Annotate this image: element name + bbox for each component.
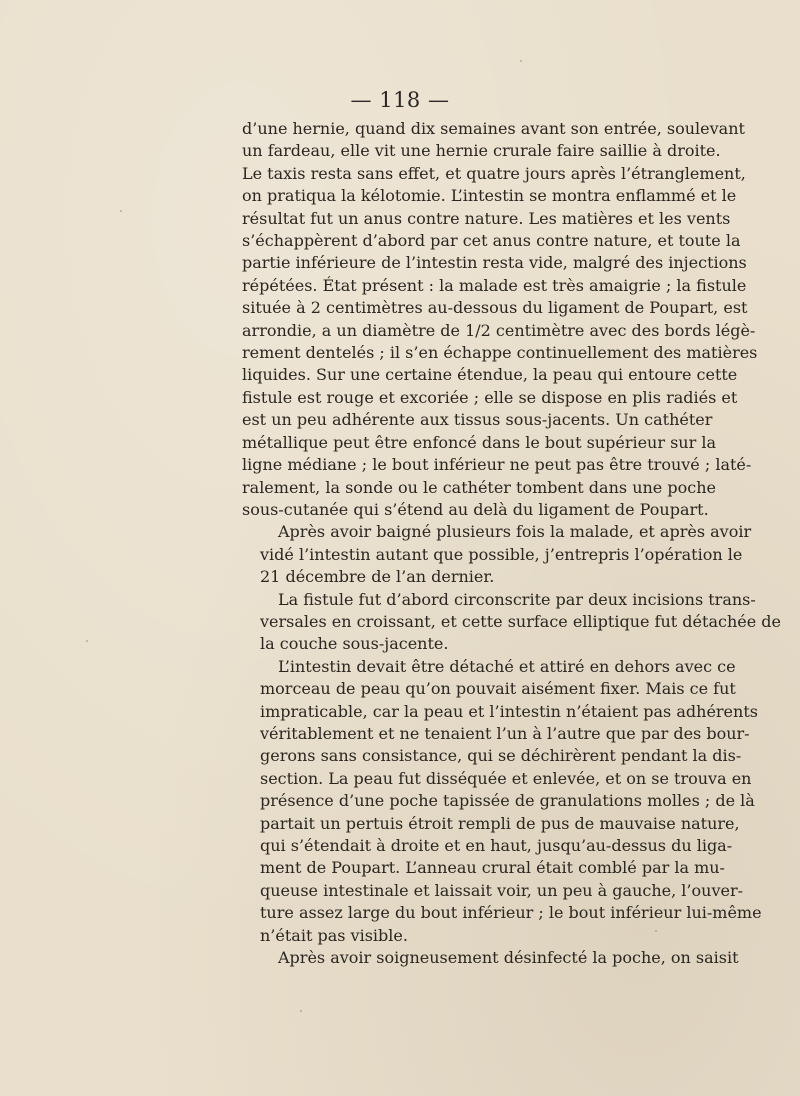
- text-line: ture assez large du bout inférieur ; le bout inférieur lui-même: [260, 903, 762, 923]
- text-line: partie inférieure de l’intestin resta vide, malgré des injections: [242, 253, 747, 273]
- text-line: Après avoir baigné plusieurs fois la malade, et après avoir: [278, 522, 752, 542]
- text-line: s’échappèrent d’abord par cet anus contre nature, et toute la: [242, 231, 741, 251]
- text-line: morceau de peau qu’on pouvait aisément fixer. Mais ce fut: [260, 679, 736, 699]
- text-line: section. La peau fut disséquée et enlevée, et on se trouva en: [260, 768, 752, 788]
- text-line: résultat fut un anus contre nature. Les matières et les vents: [242, 208, 731, 228]
- text-line: partait un pertuis étroit rempli de pus de mauvaise nature,: [260, 813, 740, 833]
- paragraph: [242, 118, 758, 521]
- text-line: arrondie, a un diamètre de 1/2 centimètre avec des bords légè-: [242, 320, 756, 340]
- text-line: n’était pas visible.: [260, 925, 408, 945]
- text-line: ment de Poupart. L’anneau crural était comblé par la mu-: [260, 858, 725, 878]
- text-line: la couche sous-jacente.: [260, 634, 449, 654]
- text-line: est un peu adhérente aux tissus sous-jacents. Un cathéter: [242, 410, 713, 430]
- text-line: gerons sans consistance, qui se déchirèrent pendant la dis-: [260, 746, 742, 766]
- text-line: métallique peut être enfoncé dans le bout supérieur sur la: [242, 432, 716, 452]
- text-line: ligne médiane ; le bout inférieur ne peut pas être trouvé ; laté-: [242, 455, 752, 475]
- text-line: qui s’étendait à droite et en haut, jusqu’au-dessus du liga-: [260, 836, 733, 855]
- text-line: rement dentelés ; il s’en échappe continuellement des matières: [242, 343, 758, 363]
- text-line: queuse intestinale et laissait voir, un peu à gauche, l’ouver-: [260, 880, 743, 900]
- text-line: fistule est rouge et excoriée ; elle se dispose en plis radiés et: [242, 387, 738, 407]
- paper-speck: [300, 1010, 302, 1012]
- text-line: véritablement et ne tenaient l’un à l’autre que par des bour-: [260, 723, 750, 743]
- paragraph: [242, 656, 762, 947]
- text-line: répétées. État présent : la malade est très amaigrie ; la fistule: [242, 275, 747, 295]
- page-number: — 118 —: [350, 88, 450, 112]
- paragraph: [242, 589, 781, 656]
- paper-speck: [120, 210, 122, 212]
- text-line: située à 2 centimètres au-dessous du ligament de Poupart, est: [242, 298, 748, 318]
- paragraph: [242, 521, 752, 588]
- text-line: vidé l’intestin autant que possible, j’entrepris l’opération le: [260, 544, 743, 564]
- text-line: impraticable, car la peau et l’intestin n’étaient pas adhérents: [260, 701, 758, 721]
- text-line: présence d’une poche tapissée de granulations molles ; de là: [260, 791, 755, 811]
- text-line: liquides. Sur une certaine étendue, la peau qui entoure cette: [242, 365, 738, 385]
- paragraph: [242, 947, 739, 969]
- text-line: sous-cutanée qui s’étend au delà du ligament de Poupart.: [242, 499, 709, 519]
- text-line: ralement, la sonde ou le cathéter tombent dans une poche: [242, 477, 716, 497]
- text-line: on pratiqua la kélotomie. L’intestin se montra enflammé et le: [242, 186, 737, 206]
- paper-speck: [520, 60, 522, 62]
- text-line: un fardeau, elle vit une hernie crurale faire saillie à droite.: [242, 141, 721, 161]
- text-line: La fistule fut d’abord circonscrite par deux incisions trans-: [278, 589, 756, 609]
- text-line: versales en croissant, et cette surface elliptique fut détachée de: [260, 611, 781, 631]
- text-line: 21 décembre de l’an dernier.: [260, 567, 495, 587]
- text-line: Après avoir soigneusement désinfecté la poche, on saisit: [278, 948, 739, 968]
- paper-speck: [86, 640, 88, 642]
- text-line: d’une hernie, quand dix semaines avant son entrée, soulevant: [242, 119, 745, 138]
- body-text: [242, 118, 781, 969]
- text-line: L’intestin devait être détaché et attiré en dehors avec ce: [278, 656, 736, 676]
- text-line: Le taxis resta sans effet, et quatre jours après l’étranglement,: [242, 163, 746, 183]
